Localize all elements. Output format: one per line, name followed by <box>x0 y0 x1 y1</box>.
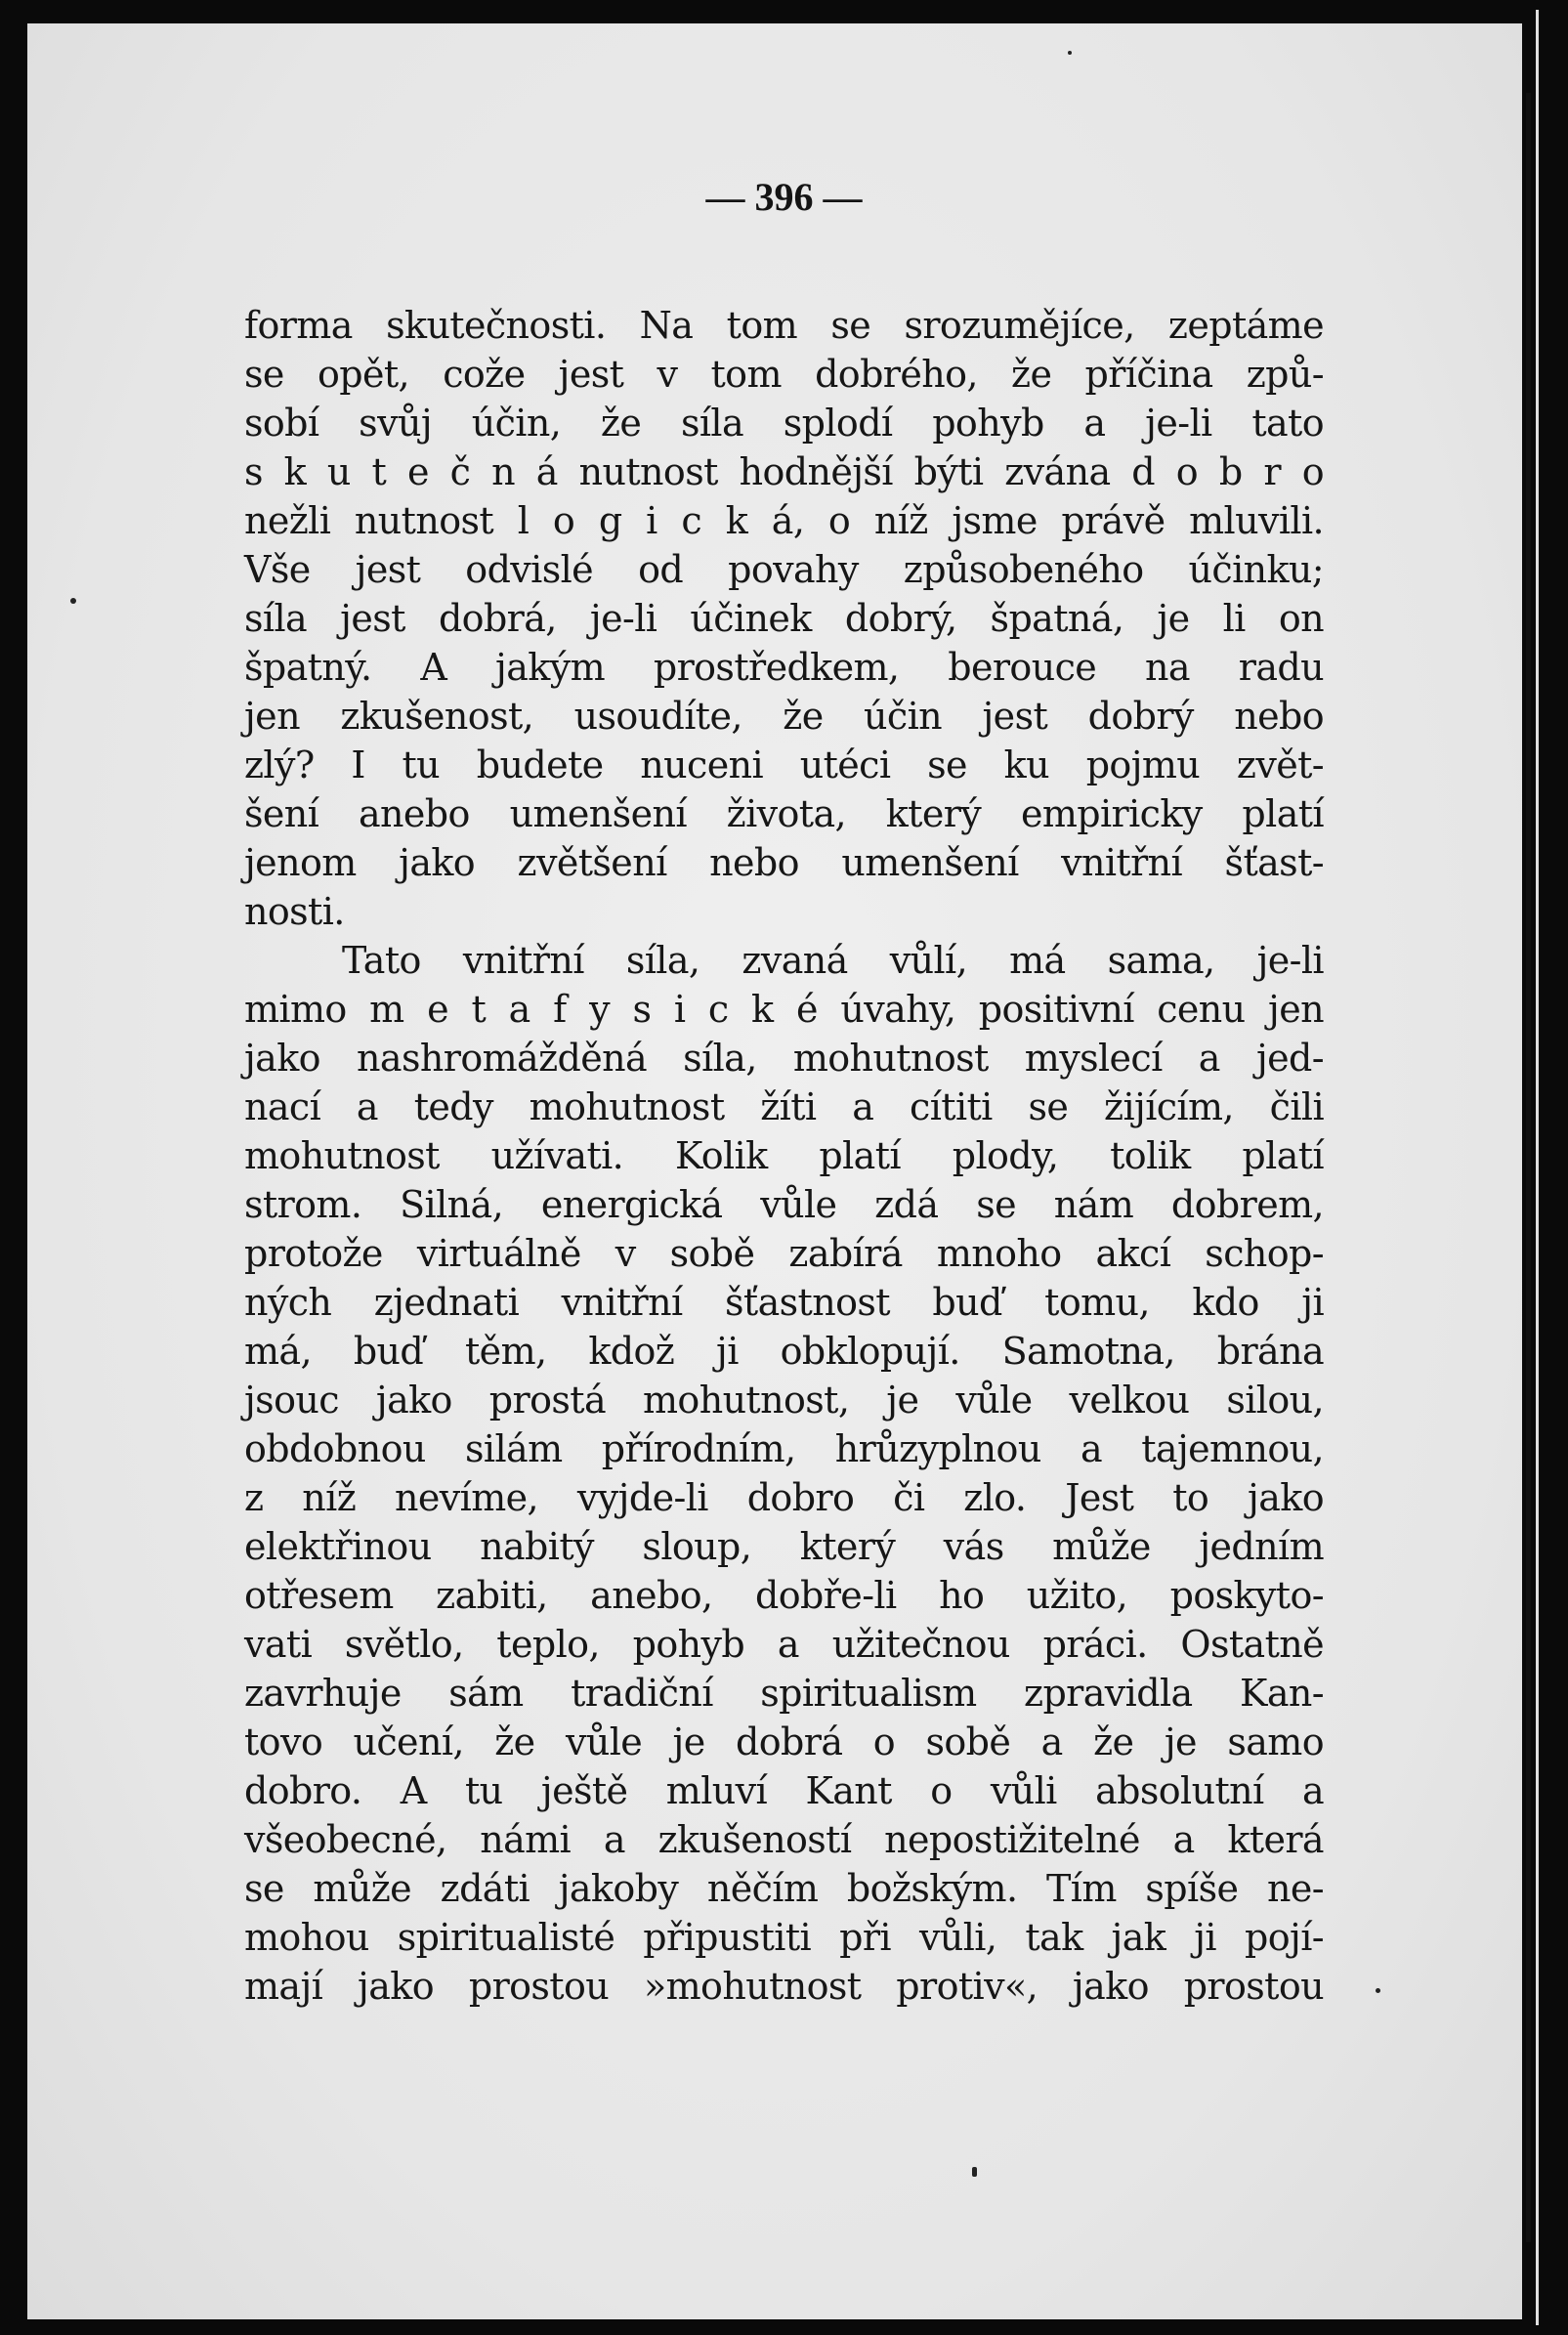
page-edge-highlight <box>1536 10 1539 2325</box>
text-line: vati světlo, teplo, pohyb a užitečnou práci. Ostatně <box>244 1623 1324 1666</box>
text-line: mají jako prostou »mohutnost protiv«, jako prostou <box>244 1965 1324 2008</box>
text-line: tovo učení, že vůle je dobrá o sobě a že je samo <box>244 1720 1324 1763</box>
text-line: síla jest dobrá, je-li účinek dobrý, špatná, je li on <box>244 597 1324 640</box>
text-line: mohutnost užívati. Kolik platí plody, tolik platí <box>244 1134 1324 1177</box>
text-line: zlý? I tu budete nuceni utéci se ku pojmu zvět- <box>244 743 1324 786</box>
text-line: dobro. A tu ještě mluví Kant o vůli absolutní a <box>244 1769 1324 1812</box>
scan-speck <box>1376 1988 1380 1993</box>
text-line: Vše jest odvislé od povahy způsobeného účinku; <box>244 548 1324 591</box>
text-line: otřesem zabiti, anebo, dobře-li ho užito, poskyto- <box>244 1574 1324 1617</box>
page-edge-shadow <box>1526 93 1531 2242</box>
text-line: šení anebo umenšení života, který empiricky platí <box>244 792 1324 835</box>
scan-speck <box>972 2167 977 2177</box>
text-line: zavrhuje sám tradiční spiritualism zpravidla Kan- <box>244 1672 1324 1715</box>
text-line: strom. Silná, energická vůle zdá se nám dobrem, <box>244 1183 1324 1226</box>
text-line: z níž nevíme, vyjde-li dobro či zlo. Jest to jako <box>244 1476 1324 1519</box>
text-line: nací a tedy mohutnost žíti a cítiti se žijícím, čili <box>244 1085 1324 1128</box>
text-line: jenom jako zvětšení nebo umenšení vnitřní šťast- <box>244 841 1324 884</box>
page-number: — 396 — <box>705 175 863 219</box>
scan-speck <box>1068 51 1072 55</box>
text-line: Tato vnitřní síla, zvaná vůlí, má sama, je-li <box>342 939 1324 982</box>
text-line: se může zdáti jakoby něčím božským. Tím spíše ne- <box>244 1867 1324 1910</box>
text-line: jsouc jako prostá mohutnost, je vůle velkou silou, <box>244 1379 1324 1422</box>
text-line: elektřinou nabitý sloup, který vás může jedním <box>244 1525 1324 1568</box>
text-line: mohou spiritualisté připustiti při vůli, tak jak ji pojí- <box>244 1916 1324 1959</box>
text-line: nosti. <box>244 890 345 933</box>
text-line: mimo m e t a f y s i c k é úvahy, positivní cenu jen <box>244 988 1324 1031</box>
text-line: forma skutečnosti. Na tom se srozumějíce, zeptáme <box>244 304 1324 347</box>
text-line: s k u t e č n á nutnost hodnější býti zvána d o b r o <box>244 450 1324 493</box>
body-text <box>244 301 1324 2011</box>
text-line: se opět, cože jest v tom dobrého, že příčina způ- <box>244 353 1324 396</box>
text-line: jen zkušenost, usoudíte, že účin jest dobrý nebo <box>244 695 1324 738</box>
text-line: nežli nutnost l o g i c k á, o níž jsme právě mluvili. <box>244 499 1324 542</box>
text-line: ných zjednati vnitřní šťastnost buď tomu, kdo ji <box>244 1281 1324 1324</box>
text-line: jako nashromážděná síla, mohutnost myslecí a jed- <box>244 1037 1324 1080</box>
text-line: všeobecné, námi a zkušeností nepostižitelné a která <box>244 1818 1324 1861</box>
scan-speck <box>70 598 76 604</box>
text-line: sobí svůj účin, že síla splodí pohyb a je-li tato <box>244 402 1324 445</box>
text-line: obdobnou silám přírodním, hrůzyplnou a tajemnou, <box>244 1427 1324 1470</box>
text-line: má, buď těm, kdož ji obklopují. Samotna, brána <box>244 1330 1324 1373</box>
text-line: protože virtuálně v sobě zabírá mnoho akcí schop- <box>244 1232 1324 1275</box>
text-line: špatný. A jakým prostředkem, berouce na radu <box>244 646 1324 689</box>
